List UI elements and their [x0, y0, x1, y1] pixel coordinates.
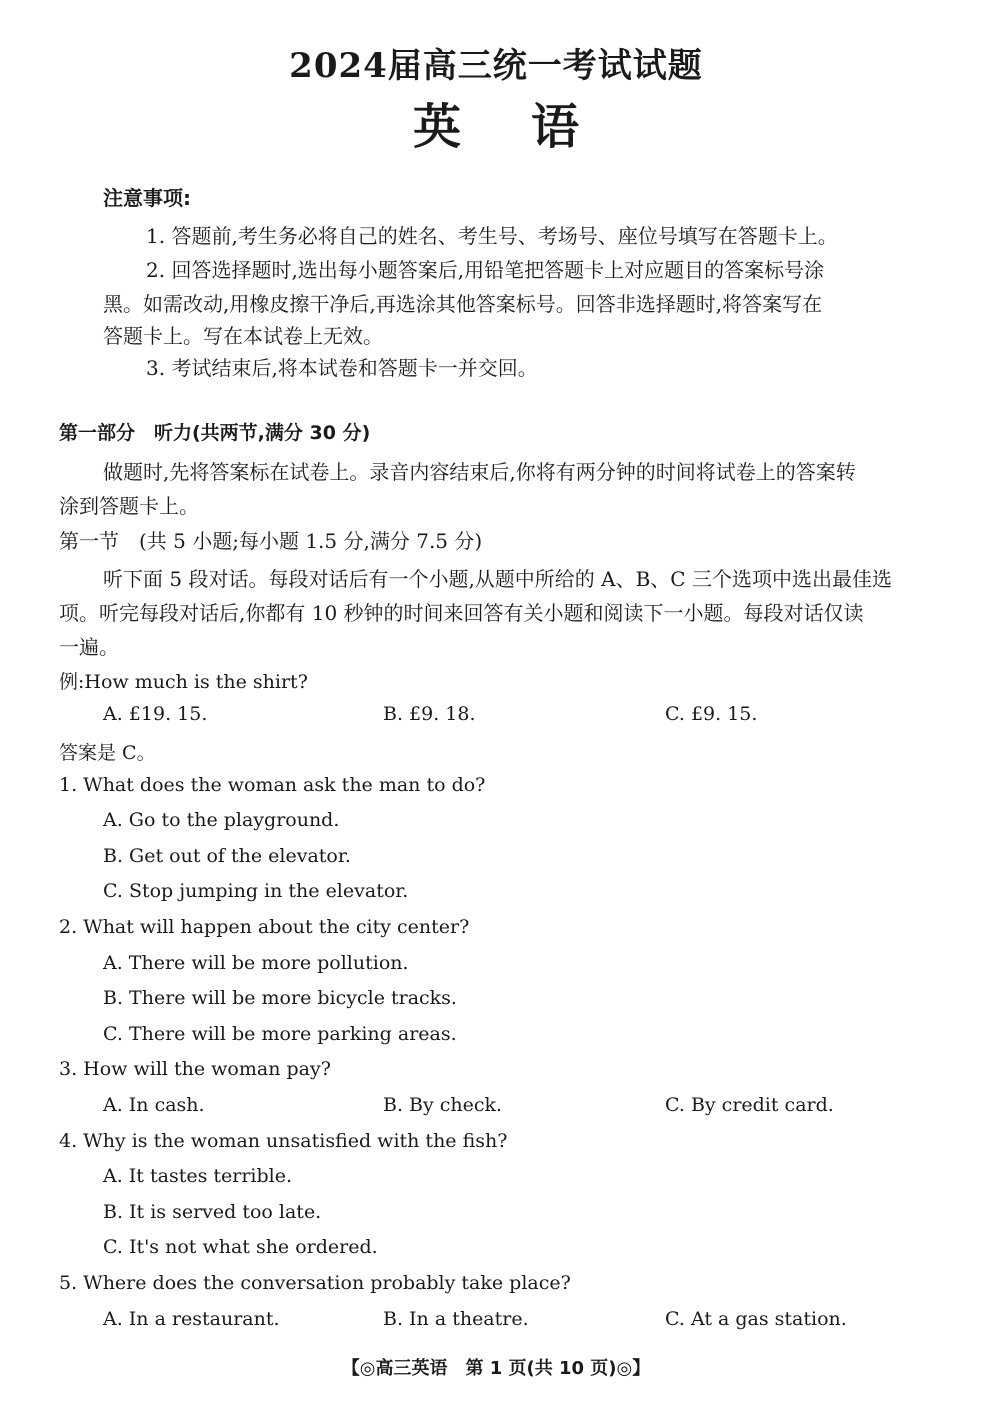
question-2-option-a: A. There will be more pollution.	[103, 952, 409, 974]
question-4-option-a: A. It tastes terrible.	[103, 1165, 293, 1187]
question-3-option-c: C. By credit card.	[665, 1094, 834, 1116]
question-4-option-b: B. It is served too late.	[103, 1201, 322, 1223]
notice-item-2-line-3: 答题卡上。写在本试卷上无效。	[103, 324, 383, 348]
question-5-option-c: C. At a gas station.	[665, 1308, 847, 1330]
example-option-a: A. £19. 15.	[103, 703, 208, 725]
question-1-option-c: C. Stop jumping in the elevator.	[103, 880, 409, 902]
section1-instruction-line-1: 听下面 5 段对话。每段对话后有一个小题,从题中所给的 A、B、C 三个选项中选出最佳选	[103, 567, 892, 591]
question-5-stem: 5. Where does the conversation probably take place?	[59, 1272, 571, 1294]
notice-item-2-line-2: 黑。如需改动,用橡皮擦干净后,再选涂其他答案标号。回答非选择题时,将答案写在	[103, 292, 823, 316]
notice-item-1: 1. 答题前,考生务必将自己的姓名、考生号、考场号、座位号填写在答题卡上。	[146, 224, 838, 248]
notice-item-3: 3. 考试结束后,将本试卷和答题卡一并交回。	[146, 356, 538, 380]
example-option-c: C. £9. 15.	[665, 703, 758, 725]
question-3-option-b: B. By check.	[383, 1094, 503, 1116]
question-1-option-b: B. Get out of the elevator.	[103, 845, 351, 867]
example-answer: 答案是 C。	[59, 742, 156, 764]
section1-heading: 第一节 (共 5 小题;每小题 1.5 分,满分 7.5 分)	[59, 529, 483, 553]
section1-instruction-line-3: 一遍。	[59, 635, 119, 659]
example-question: 例:How much is the shirt?	[59, 671, 308, 693]
notice-item-2-line-1: 2. 回答选择题时,选出每小题答案后,用铅笔把答题卡上对应题目的答案标号涂	[146, 258, 825, 282]
exam-title: 2024届高三统一考试试题	[289, 46, 703, 86]
question-4-option-c: C. It's not what she ordered.	[103, 1236, 378, 1258]
question-1-stem: 1. What does the woman ask the man to do?	[59, 774, 486, 796]
part1-intro-line-1: 做题时,先将答案标在试卷上。录音内容结束后,你将有两分钟的时间将试卷上的答案转	[103, 460, 856, 484]
example-option-b: B. £9. 18.	[383, 703, 476, 725]
question-2-option-b: B. There will be more bicycle tracks.	[103, 987, 457, 1009]
page-footer: 【◎高三英语 第 1 页(共 10 页)◎】	[341, 1358, 651, 1379]
question-2-option-c: C. There will be more parking areas.	[103, 1023, 457, 1045]
notice-heading: 注意事项:	[103, 186, 191, 210]
question-2-stem: 2. What will happen about the city center?	[59, 916, 470, 938]
question-3-option-a: A. In cash.	[103, 1094, 205, 1116]
question-5-option-b: B. In a theatre.	[383, 1308, 529, 1330]
question-1-option-a: A. Go to the playground.	[103, 809, 340, 831]
part1-heading: 第一部分 听力(共两节,满分 30 分)	[59, 422, 371, 444]
question-3-stem: 3. How will the woman pay?	[59, 1058, 331, 1080]
question-5-option-a: A. In a restaurant.	[103, 1308, 280, 1330]
section1-instruction-line-2: 项。听完每段对话后,你都有 10 秒钟的时间来回答有关小题和阅读下一小题。每段对话仅读	[59, 601, 864, 625]
exam-subject: 英语	[412, 99, 649, 155]
question-4-stem: 4. Why is the woman unsatisfied with the fish?	[59, 1130, 508, 1152]
part1-intro-line-2: 涂到答题卡上。	[59, 494, 199, 518]
